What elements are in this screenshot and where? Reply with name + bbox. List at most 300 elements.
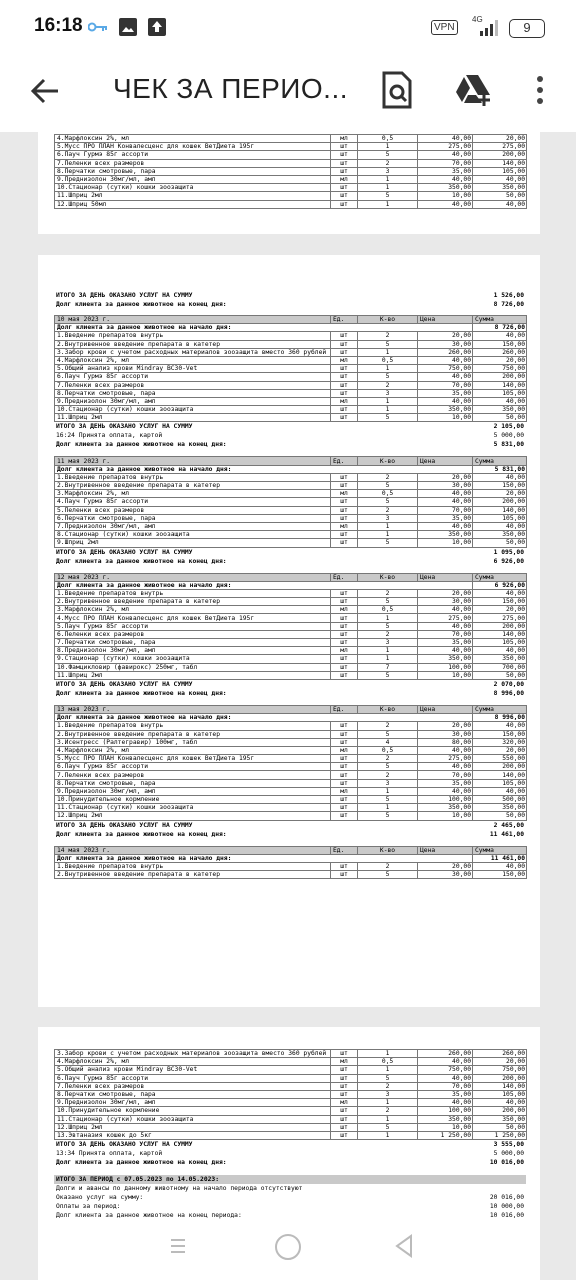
end-balance-row: Долг клиента за данное животное на конец дня: 11 461,00	[56, 830, 524, 838]
unit-cell: шт	[331, 1107, 358, 1115]
battery-icon	[509, 19, 545, 38]
table-row	[55, 730, 527, 738]
table-row	[55, 332, 527, 340]
day-date: 12 мая 2023 г.	[55, 573, 331, 581]
day-total-row: ИТОГО ЗА ДЕНЬ ОКАЗАНО УСЛУГ НА СУММУ 3 555,00	[56, 1141, 524, 1149]
price-cell: 70,00	[418, 771, 473, 779]
quantity-cell: 1	[358, 200, 418, 208]
sum-cell: 275,00	[473, 143, 527, 151]
end-balance-row: Долг клиента за данное животное на конец дня: 8 996,00	[56, 689, 524, 697]
service-name-cell: 8.Стационар (сутки) кошки зоозащита	[55, 531, 331, 539]
price-cell: 350,00	[418, 531, 473, 539]
price-cell: 40,00	[418, 763, 473, 771]
day-total-row: ИТОГО ЗА ДЕНЬ ОКАЗАНО УСЛУГ НА СУММУ 2 465,00	[56, 821, 524, 829]
sum-cell: 105,00	[473, 779, 527, 787]
unit-cell: шт	[331, 630, 358, 638]
unit-cell: шт	[331, 1090, 358, 1098]
price-cell: 40,00	[418, 498, 473, 506]
unit-cell: шт	[331, 755, 358, 763]
unit-cell: шт	[331, 406, 358, 414]
start-balance-label: Долг клиента за данное животное на начало дня:	[55, 854, 473, 862]
table-row	[55, 763, 527, 771]
table-row	[55, 490, 527, 498]
quantity-cell: 2	[358, 381, 418, 389]
sum-cell: 50,00	[473, 1123, 527, 1131]
sum-cell: 550,00	[473, 755, 527, 763]
price-cell: 350,00	[418, 1115, 473, 1123]
service-name-cell: 2.Внутривенное введение препарата в катетер	[55, 598, 331, 606]
table-row	[55, 348, 527, 356]
table-row	[55, 630, 527, 638]
price-cell: 35,00	[418, 779, 473, 787]
price-cell: 10,00	[418, 812, 473, 820]
day-total-row: ИТОГО ЗА ДЕНЬ ОКАЗАНО УСЛУГ НА СУММУ 1 526,00	[56, 292, 524, 299]
table-row	[55, 514, 527, 522]
unit-cell: шт	[331, 184, 358, 192]
unit-cell: шт	[331, 655, 358, 663]
key-icon	[88, 22, 108, 32]
quantity-cell: 5	[358, 871, 418, 879]
day-header-row	[55, 457, 527, 465]
unit-cell: шт	[331, 779, 358, 787]
table-row	[55, 1090, 527, 1098]
price-cell: 70,00	[418, 506, 473, 514]
service-name-cell: 7.Преднизолон 30мг/мл, амп	[55, 522, 331, 530]
sum-cell: 1 250,00	[473, 1131, 527, 1139]
table-row	[55, 1115, 527, 1123]
service-name-cell: 8.Перчатки смотровые, пара	[55, 1090, 331, 1098]
quantity-cell: 3	[358, 167, 418, 175]
sum-cell: 140,00	[473, 630, 527, 638]
sum-cell: 350,00	[473, 184, 527, 192]
unit-cell: шт	[331, 722, 358, 730]
price-cell: 40,00	[418, 622, 473, 630]
quantity-cell: 5	[358, 812, 418, 820]
sum-cell: 150,00	[473, 871, 527, 879]
unit-cell: шт	[331, 1066, 358, 1074]
table-row	[55, 755, 527, 763]
price-cell: 40,00	[418, 397, 473, 405]
start-balance-value: 8 726,00	[473, 324, 527, 332]
quantity-cell: 1	[358, 365, 418, 373]
service-name-cell: 10.Принудительное кормление	[55, 1107, 331, 1115]
price-cell: 20,00	[418, 862, 473, 870]
sum-cell: 40,00	[473, 522, 527, 530]
service-name-cell: 8.Преднизолон 30мг/мл, амп	[55, 647, 331, 655]
price-cell: 30,00	[418, 340, 473, 348]
unit-cell: шт	[331, 812, 358, 820]
quantity-cell: 5	[358, 763, 418, 771]
price-cell: 40,00	[418, 1058, 473, 1066]
unit-cell: мл	[331, 522, 358, 530]
unit-cell: шт	[331, 473, 358, 481]
service-name-cell: 6.Пеленки всех размеров	[55, 630, 331, 638]
price-cell: 1 250,00	[418, 1131, 473, 1139]
qty-header: К-во	[358, 573, 418, 581]
sum-cell: 50,00	[473, 414, 527, 422]
quantity-cell: 3	[358, 389, 418, 397]
unit-cell: шт	[331, 622, 358, 630]
drive-add-icon[interactable]	[454, 73, 494, 107]
unit-cell: мл	[331, 175, 358, 183]
sum-cell: 20,00	[473, 135, 527, 143]
table-row	[55, 389, 527, 397]
day-table	[54, 315, 527, 422]
quantity-cell: 1	[358, 531, 418, 539]
quantity-cell: 1	[358, 184, 418, 192]
price-cell: 750,00	[418, 365, 473, 373]
unit-cell: шт	[331, 763, 358, 771]
quantity-cell: 1	[358, 175, 418, 183]
price-cell: 30,00	[418, 730, 473, 738]
quantity-cell: 2	[358, 771, 418, 779]
sum-cell: 50,00	[473, 192, 527, 200]
day-total-row: ИТОГО ЗА ДЕНЬ ОКАЗАНО УСЛУГ НА СУММУ 1 095,00	[56, 548, 524, 556]
start-balance-label: Долг клиента за данное животное на начало дня:	[55, 465, 473, 473]
app-bar	[0, 56, 576, 132]
service-name-cell: 4.Пауч Гурмэ 85г ассорти	[55, 498, 331, 506]
sum-cell: 200,00	[473, 763, 527, 771]
more-options-icon[interactable]	[536, 75, 544, 105]
table-row	[55, 1058, 527, 1066]
upload-notification-icon	[147, 17, 167, 37]
quantity-cell: 2	[358, 722, 418, 730]
table-row	[55, 473, 527, 481]
table-row	[55, 614, 527, 622]
service-name-cell: 10.Стационар (сутки) кошки зоозащита	[55, 406, 331, 414]
table-row	[55, 397, 527, 405]
sum-cell: 750,00	[473, 1066, 527, 1074]
price-cell: 260,00	[418, 1050, 473, 1058]
quantity-cell: 2	[358, 506, 418, 514]
service-name-cell: 6.Пауч Гурмэ 85г ассорти	[55, 373, 331, 381]
price-cell: 40,00	[418, 647, 473, 655]
quantity-cell: 5	[358, 151, 418, 159]
quantity-cell: 0,5	[358, 135, 418, 143]
table-row	[55, 589, 527, 597]
unit-cell: мл	[331, 135, 358, 143]
unit-header: Ед.	[331, 457, 358, 465]
unit-cell: шт	[331, 143, 358, 151]
price-cell: 350,00	[418, 184, 473, 192]
unit-cell: шт	[331, 340, 358, 348]
recent-apps-icon[interactable]	[168, 1236, 188, 1256]
table-row	[55, 151, 527, 159]
table-row	[55, 1107, 527, 1115]
quantity-cell: 3	[358, 1090, 418, 1098]
table-row	[55, 414, 527, 422]
table-row	[55, 812, 527, 820]
quantity-cell: 1	[358, 406, 418, 414]
signal-icon	[470, 19, 500, 37]
unit-cell: шт	[331, 414, 358, 422]
service-name-cell: 6.Пауч Гурмэ 85г ассорти	[55, 763, 331, 771]
service-name-cell: 9.Стационар (сутки) кошки зоозащита	[55, 655, 331, 663]
back-arrow-icon[interactable]	[30, 76, 60, 106]
sum-cell: 40,00	[473, 473, 527, 481]
quantity-cell: 0,5	[358, 1058, 418, 1066]
price-cell: 40,00	[418, 135, 473, 143]
service-name-cell: 7.Пеленки всех размеров	[55, 159, 331, 167]
services-table	[54, 1049, 527, 1140]
service-name-cell: 5.Пеленки всех размеров	[55, 506, 331, 514]
price-cell: 35,00	[418, 167, 473, 175]
day-header-row	[55, 316, 527, 324]
price-cell: 275,00	[418, 755, 473, 763]
pdf-page-1	[38, 132, 540, 234]
sum-cell: 150,00	[473, 598, 527, 606]
sum-header: Сумма	[473, 573, 527, 581]
unit-cell: шт	[331, 589, 358, 597]
sum-cell: 40,00	[473, 787, 527, 795]
price-cell: 100,00	[418, 663, 473, 671]
table-row	[55, 1074, 527, 1082]
sum-header: Сумма	[473, 705, 527, 713]
service-name-cell: 1.Введение препаратов внутрь	[55, 473, 331, 481]
unit-cell: шт	[331, 531, 358, 539]
unit-cell: шт	[331, 482, 358, 490]
service-name-cell: 3.Марфлоксин 2%, мл	[55, 606, 331, 614]
quantity-cell: 1	[358, 804, 418, 812]
unit-cell: шт	[331, 1123, 358, 1131]
table-row	[55, 373, 527, 381]
price-cell: 40,00	[418, 522, 473, 530]
sum-cell: 350,00	[473, 531, 527, 539]
table-row	[55, 639, 527, 647]
sum-cell: 20,00	[473, 606, 527, 614]
lens-search-icon[interactable]	[381, 71, 413, 109]
days-list	[54, 315, 526, 886]
start-balance-value: 6 926,00	[473, 581, 527, 589]
pdf-viewer[interactable]	[0, 132, 576, 1280]
table-row	[55, 539, 527, 547]
service-name-cell: 5.Мусс ПРО ПЛАН Конвалесценс для кошек ВетДиета 195г	[55, 755, 331, 763]
service-name-cell: 6.Перчатки смотровые, пара	[55, 514, 331, 522]
sum-cell: 105,00	[473, 1090, 527, 1098]
quantity-cell: 5	[358, 539, 418, 547]
day-date: 11 мая 2023 г.	[55, 457, 331, 465]
summary-line: Оплаты за период: 10 000,00	[56, 1203, 524, 1211]
service-name-cell: 1.Введение препаратов внутрь	[55, 332, 331, 340]
sum-cell: 140,00	[473, 506, 527, 514]
quantity-cell: 3	[358, 514, 418, 522]
service-name-cell: 6.Пауч Гурмэ 85г ассорти	[55, 1074, 331, 1082]
quantity-cell: 1	[358, 1050, 418, 1058]
quantity-cell: 2	[358, 473, 418, 481]
price-cell: 20,00	[418, 589, 473, 597]
unit-cell: мл	[331, 746, 358, 754]
price-cell: 35,00	[418, 514, 473, 522]
quantity-cell: 1	[358, 1066, 418, 1074]
table-row	[55, 598, 527, 606]
unit-cell: шт	[331, 151, 358, 159]
quantity-cell: 5	[358, 1074, 418, 1082]
unit-cell: шт	[331, 671, 358, 679]
price-cell: 40,00	[418, 606, 473, 614]
photo-notification-icon	[118, 17, 138, 37]
unit-cell: шт	[331, 348, 358, 356]
service-name-cell: 9.Шприц 2мл	[55, 539, 331, 547]
price-cell: 30,00	[418, 871, 473, 879]
sum-cell: 140,00	[473, 159, 527, 167]
end-balance-row: Долг клиента за данное животное на конец дня: 6 926,00	[56, 557, 524, 565]
table-row	[55, 482, 527, 490]
price-cell: 80,00	[418, 738, 473, 746]
service-name-cell: 11.Стационар (сутки) кошки зоозащита	[55, 804, 331, 812]
sum-cell: 150,00	[473, 340, 527, 348]
price-cell: 10,00	[418, 539, 473, 547]
quantity-cell: 1	[358, 348, 418, 356]
table-row	[55, 663, 527, 671]
quantity-cell: 5	[358, 373, 418, 381]
qty-header: К-во	[358, 316, 418, 324]
service-name-cell: 7.Пеленки всех размеров	[55, 771, 331, 779]
sum-cell: 105,00	[473, 514, 527, 522]
price-cell: 40,00	[418, 787, 473, 795]
service-name-cell: 9.Преднизолон 30мг/мл, амп	[55, 397, 331, 405]
unit-cell: шт	[331, 167, 358, 175]
quantity-cell: 1	[358, 787, 418, 795]
service-name-cell: 12.Шприц 2мл	[55, 812, 331, 820]
table-row	[55, 655, 527, 663]
table-row	[55, 671, 527, 679]
table-row	[55, 1050, 527, 1058]
unit-cell: шт	[331, 498, 358, 506]
unit-cell: шт	[331, 1082, 358, 1090]
unit-cell: шт	[331, 514, 358, 522]
unit-cell: шт	[331, 1050, 358, 1058]
price-cell: 20,00	[418, 332, 473, 340]
table-row	[55, 406, 527, 414]
table-row	[55, 804, 527, 812]
service-name-cell: 4.Марфлоксин 2%, мл	[55, 746, 331, 754]
service-name-cell: 11.Шприц 2мл	[55, 671, 331, 679]
unit-cell: шт	[331, 598, 358, 606]
quantity-cell: 5	[358, 730, 418, 738]
unit-cell: шт	[331, 730, 358, 738]
home-icon[interactable]	[273, 1232, 303, 1262]
unit-cell: шт	[331, 159, 358, 167]
sum-cell: 350,00	[473, 1115, 527, 1123]
service-name-cell: 5.Общий анализ крови Mindray BC30-Vet	[55, 1066, 331, 1074]
unit-cell: шт	[331, 506, 358, 514]
day-date: 14 мая 2023 г.	[55, 846, 331, 854]
price-cell: 40,00	[418, 746, 473, 754]
unit-cell: мл	[331, 606, 358, 614]
start-balance-value: 5 831,00	[473, 465, 527, 473]
sum-cell: 20,00	[473, 490, 527, 498]
service-name-cell: 1.Введение препаратов внутрь	[55, 589, 331, 597]
period-summary-title: ИТОГО ЗА ПЕРИОД с 07.05.2023 по 14.05.2023:	[54, 1175, 526, 1184]
sum-cell: 20,00	[473, 746, 527, 754]
price-cell: 70,00	[418, 381, 473, 389]
sum-cell: 20,00	[473, 356, 527, 364]
quantity-cell: 5	[358, 482, 418, 490]
service-name-cell: 8.Перчатки смотровые, пара	[55, 389, 331, 397]
start-balance-row	[55, 714, 527, 722]
service-name-cell: 8.Перчатки смотровые, пара	[55, 779, 331, 787]
table-row	[55, 722, 527, 730]
sum-header: Сумма	[473, 457, 527, 465]
table-row	[55, 143, 527, 151]
price-cell: 350,00	[418, 655, 473, 663]
quantity-cell: 1	[358, 143, 418, 151]
sum-cell: 140,00	[473, 381, 527, 389]
service-name-cell: 9.Преднизолон 30мг/мл, амп	[55, 1099, 331, 1107]
payment-row: 13:34 Принята оплата, картой 5 000,00	[56, 1150, 524, 1158]
quantity-cell: 1	[358, 614, 418, 622]
table-row	[55, 356, 527, 364]
table-row	[55, 1082, 527, 1090]
day-date: 10 мая 2023 г.	[55, 316, 331, 324]
payment-row: 16:24 Принята оплата, картой 5 000,00	[56, 432, 524, 440]
unit-cell: шт	[331, 663, 358, 671]
price-cell: 70,00	[418, 1082, 473, 1090]
unit-cell: шт	[331, 373, 358, 381]
unit-cell: шт	[331, 871, 358, 879]
day-header-row	[55, 573, 527, 581]
service-name-cell: 8.Перчатки смотровые, пара	[55, 167, 331, 175]
price-cell: 40,00	[418, 356, 473, 364]
day-date: 13 мая 2023 г.	[55, 705, 331, 713]
sum-cell: 200,00	[473, 622, 527, 630]
unit-cell: шт	[331, 1115, 358, 1123]
document-title: ЧЕК ЗА ПЕРИО...	[113, 73, 349, 104]
price-cell: 30,00	[418, 598, 473, 606]
quantity-cell: 0,5	[358, 606, 418, 614]
unit-cell: шт	[331, 200, 358, 208]
service-name-cell: 3.Забор крови с учетом расходных материалов зоозащита вместо 360 рублей	[55, 1050, 331, 1058]
service-name-cell: 4.Марфлоксин 2%, мл	[55, 356, 331, 364]
sum-cell: 260,00	[473, 1050, 527, 1058]
sum-cell: 350,00	[473, 406, 527, 414]
back-nav-icon[interactable]	[394, 1234, 414, 1258]
quantity-cell: 5	[358, 796, 418, 804]
sum-cell: 275,00	[473, 614, 527, 622]
price-cell: 35,00	[418, 389, 473, 397]
price-cell: 10,00	[418, 414, 473, 422]
table-row	[55, 531, 527, 539]
sum-cell: 40,00	[473, 862, 527, 870]
service-name-cell: 9.Преднизолон 30мг/мл, амп	[55, 175, 331, 183]
day-header-row	[55, 705, 527, 713]
battery-level: 9	[523, 20, 531, 35]
table-row	[55, 746, 527, 754]
table-row	[55, 738, 527, 746]
service-name-cell: 7.Пеленки всех размеров	[55, 1082, 331, 1090]
start-balance-value: 11 461,00	[473, 854, 527, 862]
price-cell: 10,00	[418, 192, 473, 200]
sum-cell: 750,00	[473, 365, 527, 373]
sum-cell: 320,00	[473, 738, 527, 746]
start-balance-label: Долг клиента за данное животное на начало дня:	[55, 581, 473, 589]
service-name-cell: 6.Пауч Гурмэ 85г ассорти	[55, 151, 331, 159]
quantity-cell: 1	[358, 1131, 418, 1139]
quantity-cell: 0,5	[358, 746, 418, 754]
quantity-cell: 5	[358, 1123, 418, 1131]
qty-header: К-во	[358, 846, 418, 854]
vpn-badge: VPN	[431, 20, 458, 35]
service-name-cell: 2.Внутривенное введение препарата в катетер	[55, 340, 331, 348]
quantity-cell: 2	[358, 755, 418, 763]
service-name-cell: 1.Введение препаратов внутрь	[55, 722, 331, 730]
start-balance-row	[55, 854, 527, 862]
quantity-cell: 5	[358, 414, 418, 422]
price-cell: 40,00	[418, 151, 473, 159]
sum-cell: 200,00	[473, 1107, 527, 1115]
unit-header: Ед.	[331, 705, 358, 713]
service-name-cell: 7.Перчатки смотровые, пара	[55, 639, 331, 647]
